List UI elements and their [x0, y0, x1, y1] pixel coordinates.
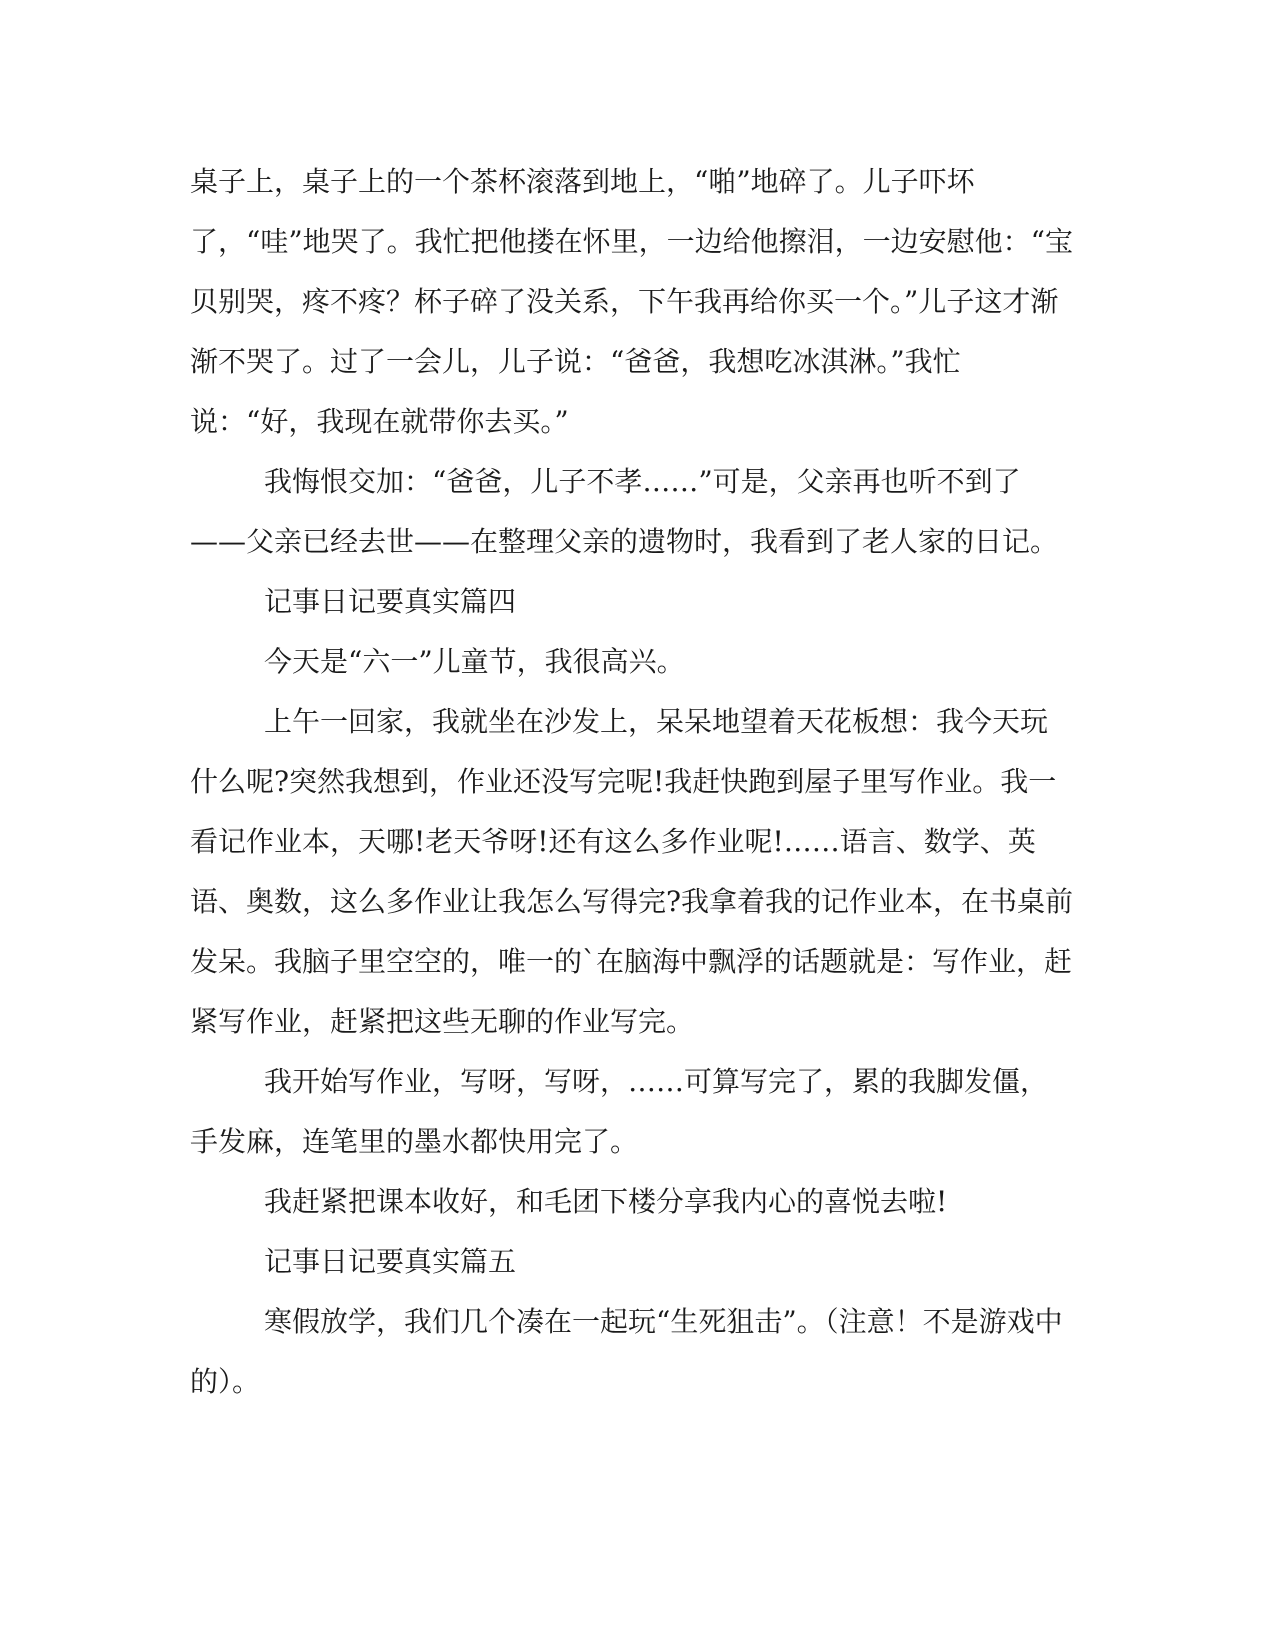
- section-heading-4: 记事日记要真实篇四: [264, 585, 517, 618]
- body-text: [190, 152, 1075, 1412]
- paragraph-7: 寒假放学，我们几个凑在一起玩“生死狙击”。（注意！不是游戏中的）。: [190, 1305, 1063, 1398]
- paragraph-6: 我赶紧把课本收好，和毛团下楼分享我内心的喜悦去啦!: [264, 1185, 948, 1218]
- paragraph-4: 上午一回家，我就坐在沙发上，呆呆地望着天花板想：我今天玩什么呢?突然我想到，作业还没写完呢!我赶快跑到屋子里写作业。我一看记作业本，天哪!老天爷呀!还有这么多作业呢!……语言、数学、英语、奥数，这么多作业让我怎么写得完?我拿着我的记作业本，在书桌前发呆。我脑子里空空的，唯一的`在脑海中飘浮的话题就是：写作业，赶紧写作业，赶紧把这些无聊的作业写完。: [190, 705, 1074, 1038]
- paragraph-2: 我悔恨交加：“爸爸，儿子不孝……”可是，父亲再也听不到了——父亲已经去世——在整理父亲的遗物时，我看到了老人家的日记。: [190, 465, 1059, 558]
- paragraph-3: 今天是“六一”儿童节，我很高兴。: [264, 645, 685, 678]
- paragraph-5: 我开始写作业，写呀，写呀，……可算写完了，累的我脚发僵，手发麻，连笔里的墨水都快用完了。: [190, 1065, 1049, 1158]
- paragraph-1: 桌子上，桌子上的一个茶杯滚落到地上，“啪”地碎了。儿子吓坏了，“哇”地哭了。我忙把他搂在怀里，一边给他擦泪，一边安慰他：“宝贝别哭，疼不疼？杯子碎了没关系，下午我再给你买一个。”儿子这才渐渐不哭了。过了一会儿，儿子说：“爸爸，我想吃冰淇淋。”我忙说：“好，我现在就带你去买。”: [190, 165, 1073, 438]
- section-heading-5: 记事日记要真实篇五: [264, 1245, 517, 1278]
